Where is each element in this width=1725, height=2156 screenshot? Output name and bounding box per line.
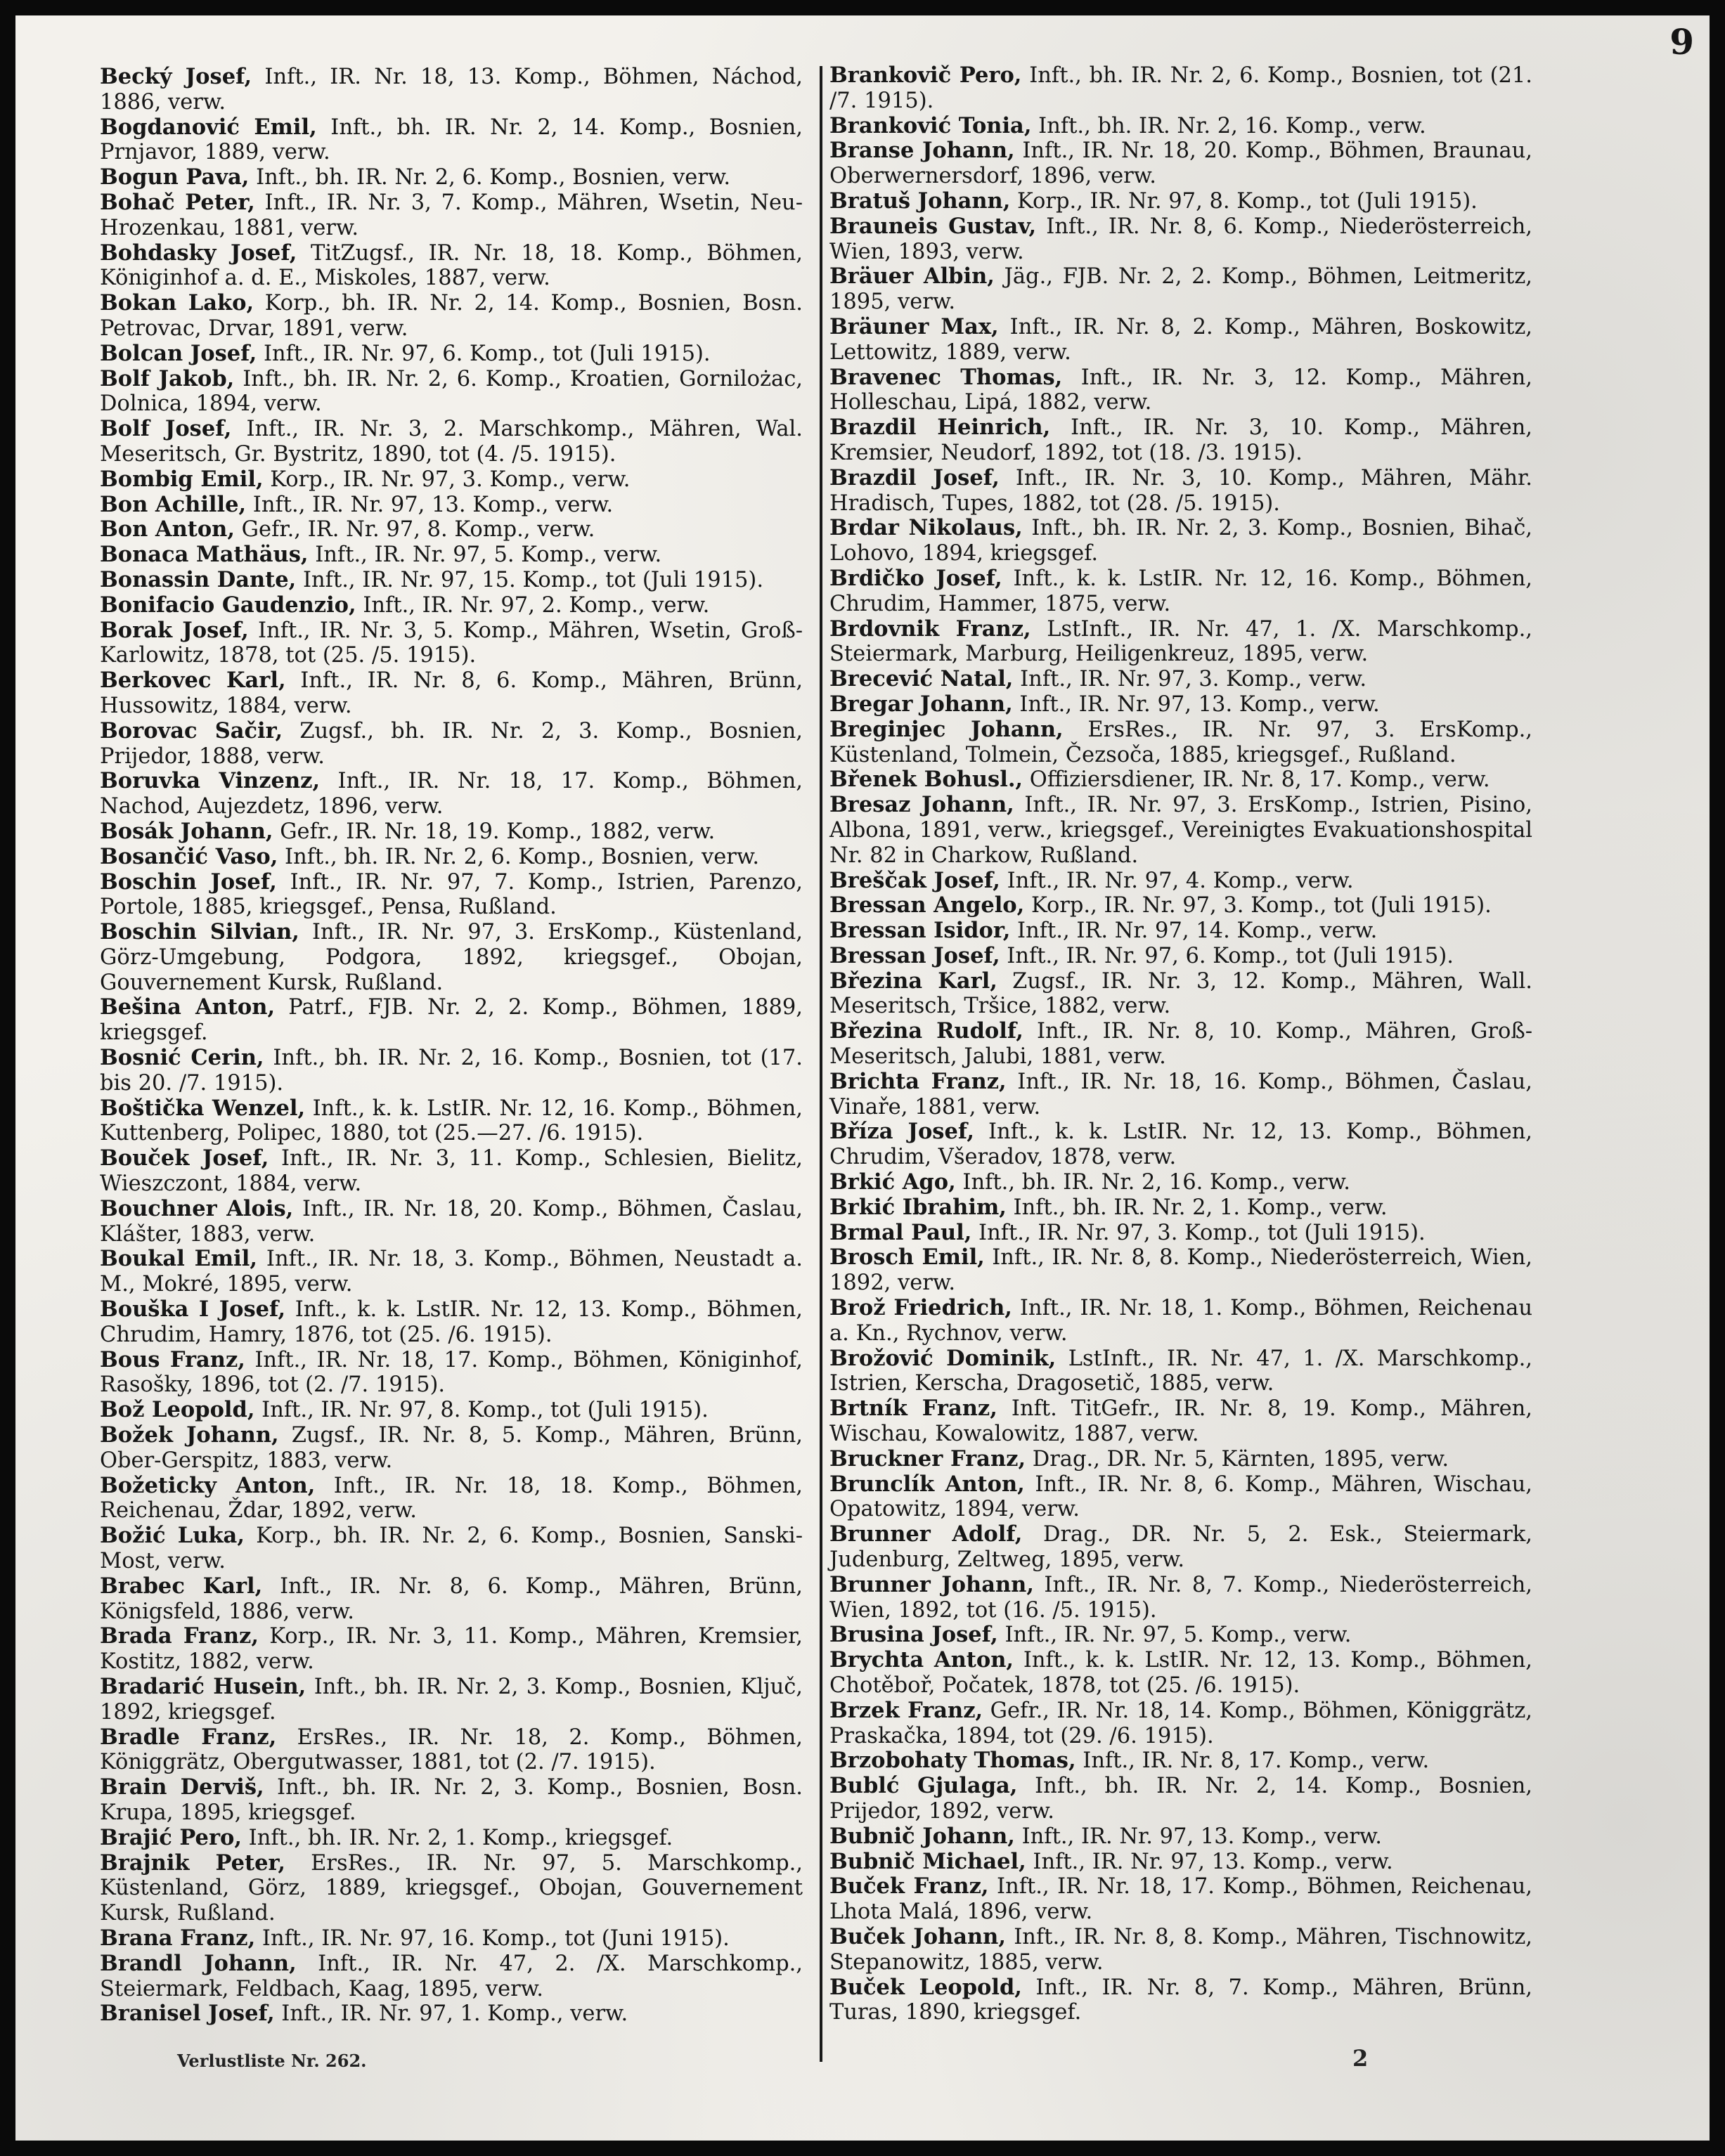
entry-details: Inft., bh. IR. Nr. 2, 6. Komp., Bosnien, verw.: [249, 165, 731, 190]
entry-name: Bouchner Alois,: [100, 1195, 294, 1221]
entry-name: Brichta Franz,: [829, 1068, 1007, 1094]
entry-name: Bonassin Dante,: [100, 566, 297, 592]
entry-name: Bräuer Albin,: [829, 264, 995, 290]
casualty-entry: [100, 769, 803, 819]
entry-details: Gefr., IR. Nr. 18, 14. Komp., Böhmen, Königgrätz, Praskačka, 1894, tot (29. /6. 1915).: [829, 1698, 1533, 1748]
casualty-entry: [100, 65, 803, 115]
entry-name: Brzobohaty Thomas,: [829, 1748, 1076, 1774]
casualty-entry: [829, 1975, 1532, 2026]
entry-name: Branisel Josef,: [100, 2001, 275, 2027]
casualty-entry: [100, 543, 803, 568]
entry-name: Boukal Emil,: [100, 1246, 257, 1272]
entry-details: Inft., IR. Nr. 97, 5. Komp., verw.: [308, 543, 662, 568]
entry-name: Bon Achille,: [100, 491, 247, 517]
entry-name: Bonaca Mathäus,: [100, 542, 309, 568]
entry-details: Inft., bh. IR. Nr. 2, 6. Komp., Bosnien, verw.: [278, 844, 760, 869]
entry-name: Brankovič Pero,: [829, 63, 1022, 88]
casualty-entry: [100, 668, 803, 719]
entry-name: Brožović Dominik,: [829, 1345, 1057, 1371]
entry-details: Inft., IR. Nr. 18, 16. Komp., Böhmen, Časlau, Vinaře, 1881, verw.: [829, 1069, 1532, 1119]
entry-name: Bubnič Johann,: [829, 1823, 1015, 1849]
entry-name: Březina Rudolf,: [829, 1018, 1023, 1044]
entry-details: Inft., IR. Nr. 8, 8. Komp., Niederösterreich, Wien, 1892, verw.: [829, 1245, 1532, 1296]
entry-details: Inft., IR. Nr. 47, 2. /X. Marschkomp., Steiermark, Feldbach, Kaag, 1895, verw.: [100, 1951, 803, 2001]
entry-details: ErsRes., IR. Nr. 97, 3. ErsKomp., Küstenland, Tolmein, Čezsoča, 1885, kriegsgef., Rußland.: [829, 717, 1532, 767]
entry-name: Bešina Anton,: [100, 994, 276, 1020]
casualty-entry: [100, 517, 803, 543]
casualty-entry: [829, 114, 1532, 139]
casualty-entry: [100, 417, 803, 467]
entry-details: Korp., IR. Nr. 97, 8. Komp., tot (Juli 1915).: [1010, 188, 1478, 214]
entry-name: Brana Franz,: [100, 1925, 256, 1951]
casualty-entry: [829, 1170, 1532, 1195]
entry-details: Inft., IR. Nr. 97, 3. Komp., tot (Juli 1915).: [971, 1220, 1426, 1245]
entry-details: Inft., k. k. LstIR. Nr. 12, 13. Komp., Böhmen, Chrudim, Hamry, 1876, tot (25. /6. 1915).: [100, 1297, 803, 1347]
entry-name: Brunner Adolf,: [829, 1521, 1023, 1547]
entry-name: Bressan Josef,: [829, 942, 1000, 968]
entry-name: Brazdil Heinrich,: [829, 415, 1051, 441]
entry-name: Brajnik Peter,: [100, 1850, 286, 1876]
casualty-entry: [829, 1925, 1532, 1975]
entry-details: Jäg., FJB. Nr. 2, 2. Komp., Böhmen, Leitmeritz, 1895, verw.: [829, 264, 1532, 315]
entry-details: Korp., IR. Nr. 3, 11. Komp., Mähren, Kremsier, Kostitz, 1882, verw.: [100, 1624, 803, 1675]
entry-details: ErsRes., IR. Nr. 97, 5. Marschkomp., Küstenland, Görz, 1889, kriegsgef., Obojan, Gouvernement Kursk, Rußland.: [100, 1850, 803, 1926]
casualty-entry: [100, 1423, 803, 1474]
entry-name: Borak Josef,: [100, 617, 249, 643]
entry-details: Inft., IR. Nr. 18, 20. Komp., Böhmen, Braunau, Oberwernersdorf, 1896, verw.: [829, 138, 1532, 189]
entry-name: Boruvka Vinzenz,: [100, 768, 321, 794]
entry-name: Bohdasky Josef,: [100, 240, 297, 266]
casualty-entry: [829, 1447, 1532, 1472]
entry-name: Brazdil Josef,: [829, 465, 1000, 491]
entry-name: Brajić Pero,: [100, 1824, 242, 1850]
entry-name: Branse Johann,: [829, 138, 1015, 164]
entry-name: Brož Friedrich,: [829, 1295, 1012, 1321]
entry-name: Bregar Johann,: [829, 691, 1013, 717]
entry-details: Offiziersdiener, IR. Nr. 8, 17. Komp., verw.: [1023, 767, 1490, 793]
entry-name: Bressan Angelo,: [829, 892, 1025, 918]
entry-name: Boschin Silvian,: [100, 919, 299, 945]
entry-name: Brosch Emil,: [829, 1245, 985, 1271]
casualty-entry: [100, 920, 803, 995]
casualty-entry: [829, 918, 1532, 944]
entry-details: Inft., bh. IR. Nr. 2, 16. Komp., verw.: [1031, 113, 1426, 138]
entry-name: Břenek Bohusl.,: [829, 767, 1023, 793]
casualty-entry: [100, 1624, 803, 1675]
entry-name: Bous Franz,: [100, 1346, 245, 1372]
casualty-entry: [829, 893, 1532, 918]
entry-details: Inft., IR. Nr. 18, 17. Komp., Böhmen, Nachod, Aujezdetz, 1896, verw.: [100, 769, 803, 819]
entry-name: Bratuš Johann,: [829, 188, 1011, 214]
entry-details: Inft., IR. Nr. 97, 13. Komp., verw.: [1026, 1849, 1393, 1874]
entry-name: Brauneis Gustav,: [829, 213, 1037, 239]
entry-name: Bosančić Vaso,: [100, 843, 278, 869]
entry-details: Inft., IR. Nr. 3, 7. Komp., Mähren, Wsetin, Neu-Hrozenkau, 1881, verw.: [100, 190, 803, 240]
casualty-entry: [829, 1019, 1532, 1070]
casualty-entry: [100, 1574, 803, 1625]
entry-name: Brain Derviš,: [100, 1774, 264, 1800]
entry-name: Bolcan Josef,: [100, 340, 257, 366]
casualty-entry: [829, 516, 1532, 566]
casualty-entry: [100, 1826, 803, 1851]
entry-name: Bouček Josef,: [100, 1145, 269, 1171]
casualty-entry: [829, 264, 1532, 315]
entry-name: Bublć Gjulaga,: [829, 1773, 1018, 1799]
entry-name: Bressan Isidor,: [829, 918, 1011, 944]
entry-name: Bož Leopold,: [100, 1397, 255, 1423]
entry-details: Inft., bh. IR. Nr. 2, 16. Komp., Bosnien, tot (17. bis 20. /7. 1915).: [100, 1046, 803, 1096]
entry-details: Inft., IR. Nr. 97, 8. Komp., tot (Juli 1915).: [254, 1398, 709, 1423]
entry-name: Bolf Jakob,: [100, 365, 235, 391]
entry-name: Brabec Karl,: [100, 1573, 263, 1599]
entry-details: Inft., IR. Nr. 18, 18. Komp., Böhmen, Reichenau, Ždar, 1892, verw.: [100, 1473, 803, 1524]
casualty-entry: [829, 1648, 1532, 1699]
entry-details: Inft., IR. Nr. 8, 7. Komp., Niederösterreich, Wien, 1892, tot (16. /5. 1915).: [829, 1572, 1532, 1623]
casualty-entry: [829, 1623, 1532, 1648]
casualty-entry: [829, 365, 1532, 416]
entry-details: Inft., IR. Nr. 97, 6. Komp., tot (Juli 1915).: [257, 341, 711, 366]
entry-name: Buček Leopold,: [829, 1974, 1022, 2000]
entry-details: Inft., bh. IR. Nr. 2, 3. Komp., Bosnien, Ključ, 1892, kriegsgef.: [100, 1675, 803, 1725]
entry-name: Boschin Josef,: [100, 869, 277, 895]
entry-name: Brunclík Anton,: [829, 1471, 1025, 1497]
entry-name: Bonifacio Gaudenzio,: [100, 592, 356, 618]
casualty-entry: [829, 869, 1532, 894]
entry-details: Inft., k. k. LstIR. Nr. 12, 13. Komp., Böhmen, Chotěboř, Počatek, 1878, tot (25. /6. 1915).: [829, 1648, 1533, 1698]
entry-details: Inft., IR. Nr. 18, 17. Komp., Böhmen, Reichenau, Lhota Malá, 1896, verw.: [829, 1874, 1532, 1925]
entry-details: Inft., k. k. LstIR. Nr. 12, 13. Komp., Böhmen, Chrudim, Všeradov, 1878, verw.: [829, 1119, 1532, 1170]
casualty-entry: [100, 467, 803, 493]
entry-details: Gefr., IR. Nr. 18, 19. Komp., 1882, verw.: [273, 819, 716, 844]
entry-name: Breginjec Johann,: [829, 716, 1064, 742]
casualty-entry: [100, 1775, 803, 1826]
casualty-entry: [100, 593, 803, 618]
casualty-entry: [829, 1221, 1532, 1246]
entry-details: Inft., IR. Nr. 18, 1. Komp., Böhmen, Reichenau a. Kn., Rychnov, verw.: [829, 1296, 1532, 1346]
casualty-entry: [100, 165, 803, 190]
casualty-entry: [829, 1874, 1532, 1925]
entry-details: Inft., IR. Nr. 3, 11. Komp., Schlesien, Bielitz, Wieszczont, 1884, verw.: [100, 1146, 803, 1197]
entry-details: Inft. TitGefr., IR. Nr. 8, 19. Komp., Mähren, Wischau, Kowalowitz, 1887, verw.: [829, 1396, 1532, 1447]
entry-details: Inft., k. k. LstIR. Nr. 12, 16. Komp., Böhmen, Kuttenberg, Polipec, 1880, tot (25.—27. /6. 1915).: [100, 1096, 803, 1146]
entry-details: Inft., bh. IR. Nr. 2, 6. Komp., Kroatien, Gornilożac, Dolnica, 1894, verw.: [100, 366, 803, 417]
entry-details: Inft., IR. Nr. 3, 12. Komp., Mähren, Holleschau, Lipá, 1882, verw.: [829, 365, 1533, 415]
entry-details: Inft., IR. Nr. 97, 3. Komp., verw.: [1013, 667, 1367, 692]
entry-name: Bresaz Johann,: [829, 792, 1014, 818]
entry-name: Brzek Franz,: [829, 1697, 983, 1723]
casualty-entry: [829, 189, 1532, 214]
casualty-entry: [829, 1070, 1532, 1120]
entry-name: Bubnič Michael,: [829, 1848, 1026, 1874]
casualty-entry: [100, 342, 803, 367]
casualty-entry: [829, 1346, 1532, 1397]
entry-details: Inft., IR. Nr. 97, 4. Komp., verw.: [1000, 868, 1354, 893]
entry-details: Inft., bh. IR. Nr. 2, 14. Komp., Bosnien, Prnjavor, 1889, verw.: [100, 115, 803, 165]
casualty-entry: [829, 1296, 1532, 1346]
entry-name: Brecević Natal,: [829, 666, 1014, 692]
casualty-entry: [100, 1675, 803, 1725]
casualty-entry: [100, 1926, 803, 1952]
casualty-entry: [100, 1851, 803, 1926]
casualty-entry: [100, 568, 803, 593]
casualty-entry: [829, 1774, 1532, 1824]
casualty-entry: [100, 870, 803, 921]
entry-details: Inft., bh. IR. Nr. 2, 3. Komp., Bosnien, Bosn. Krupa, 1895, kriegsgef.: [100, 1775, 803, 1825]
entry-details: Inft., IR. Nr. 18, 20. Komp., Böhmen, Časlau, Klášter, 1883, verw.: [100, 1196, 803, 1247]
entry-details: Inft., IR. Nr. 18, 17. Komp., Böhmen, Königinhof, Rasošky, 1896, tot (2. /7. 1915).: [100, 1347, 803, 1398]
entry-name: Brada Franz,: [100, 1623, 259, 1649]
entry-details: Inft., IR. Nr. 3, 10. Komp., Mähren, Mähr. Hradisch, Tupes, 1882, tot (28. /5. 1915).: [829, 465, 1532, 516]
entry-details: Inft., IR. Nr. 3, 5. Komp., Mähren, Wsetin, Groß-Karlowitz, 1878, tot (25. /5. 1915).: [100, 618, 803, 668]
casualty-entry: [829, 969, 1532, 1020]
entry-name: Buček Franz,: [829, 1873, 989, 1900]
entry-name: Brkić Ibrahim,: [829, 1194, 1007, 1220]
entry-details: Inft., IR. Nr. 8, 6. Komp., Mähren, Wischau, Opatowitz, 1894, verw.: [829, 1472, 1532, 1522]
footer-source: Verlustliste Nr. 262.: [177, 2051, 367, 2071]
entry-name: Becký Josef,: [100, 64, 252, 89]
casualty-entry: [100, 719, 803, 769]
entry-details: Inft., IR. Nr. 97, 3. ErsKomp., Istrien, Pisino, Albona, 1891, verw., kriegsgef., Vereinigtes Evakuationshospital Nr. 82 in Charkow, Rußland.: [829, 793, 1532, 868]
entry-details: Zugsf., bh. IR. Nr. 2, 3. Komp., Bosnien, Prijedor, 1888, verw.: [100, 718, 803, 769]
casualty-entry: [829, 767, 1532, 793]
left-column: [100, 65, 803, 2027]
entry-details: Inft., IR. Nr. 18, 13. Komp., Böhmen, Náchod, 1886, verw.: [100, 65, 803, 115]
entry-name: Bon Anton,: [100, 517, 235, 543]
entry-details: Inft., IR. Nr. 8, 2. Komp., Mähren, Boskowitz, Lettowitz, 1889, verw.: [829, 314, 1532, 365]
casualty-entry: [829, 63, 1532, 114]
entry-details: Drag., DR. Nr. 5, 2. Esk., Steiermark, Judenburg, Zeltweg, 1895, verw.: [829, 1522, 1532, 1573]
entry-details: Inft., k. k. LstIR. Nr. 12, 16. Komp., Böhmen, Chrudim, Hammer, 1875, verw.: [829, 566, 1532, 616]
casualty-entry: [829, 1522, 1532, 1573]
entry-details: Patrf., FJB. Nr. 2, 2. Komp., Böhmen, 1889, kriegsgef.: [100, 995, 803, 1046]
entry-details: Inft., IR. Nr. 18, 3. Komp., Böhmen, Neustadt a. M., Mokré, 1895, verw.: [100, 1247, 803, 1297]
entry-name: Borovac Sačir,: [100, 717, 283, 743]
entry-details: Gefr., IR. Nr. 97, 8. Komp., verw.: [234, 517, 595, 543]
casualty-entry: [829, 1195, 1532, 1221]
casualty-entry: [100, 493, 803, 518]
casualty-entry: [829, 566, 1532, 617]
entry-name: Buček Johann,: [829, 1923, 1006, 1949]
entry-details: LstInft., IR. Nr. 47, 1. /X. Marschkomp., Steiermark, Marburg, Heiligenkreuz, 1895, verw.: [829, 616, 1532, 667]
page-number: 9: [1669, 21, 1694, 63]
entry-name: Brychta Anton,: [829, 1647, 1014, 1673]
casualty-entry: [100, 241, 803, 292]
entry-name: Božek Johann,: [100, 1422, 279, 1448]
entry-details: Inft., IR. Nr. 97, 6. Komp., tot (Juli 1915).: [1000, 943, 1454, 968]
casualty-entry: [829, 1748, 1532, 1774]
entry-name: Bravenec Thomas,: [829, 364, 1063, 390]
entry-details: Inft., IR. Nr. 3, 10. Komp., Mähren, Kremsier, Neudorf, 1892, tot (18. /3. 1915).: [829, 415, 1532, 465]
casualty-entry: [100, 1474, 803, 1524]
entry-details: Inft., IR. Nr. 97, 13. Komp., verw.: [246, 492, 614, 517]
document-page: [15, 15, 1710, 2141]
casualty-entry: [100, 1297, 803, 1348]
casualty-entry: [829, 717, 1532, 768]
entry-name: Boštička Wenzel,: [100, 1095, 306, 1121]
entry-details: Inft., bh. IR. Nr. 2, 1. Komp., kriegsgef.: [241, 1825, 673, 1850]
casualty-entry: [100, 1146, 803, 1197]
entry-details: Inft., IR. Nr. 8, 17. Komp., verw.: [1075, 1748, 1430, 1774]
casualty-entry: [829, 1850, 1532, 1875]
entry-details: Korp., IR. Nr. 97, 3. Komp., verw.: [263, 467, 631, 492]
entry-details: Inft., IR. Nr. 97, 2. Komp., verw.: [356, 592, 710, 618]
entry-name: Brunner Johann,: [829, 1571, 1034, 1597]
casualty-entry: [100, 995, 803, 1046]
entry-name: Bradarić Husein,: [100, 1674, 306, 1699]
entry-details: Inft., IR. Nr. 8, 6. Komp., Mähren, Brünn, Königsfeld, 1886, verw.: [100, 1573, 803, 1624]
right-column: [829, 63, 1532, 2025]
casualty-entry: [829, 315, 1532, 365]
casualty-entry: [829, 1699, 1532, 1749]
entry-details: Inft., IR. Nr. 97, 5. Komp., verw.: [997, 1623, 1352, 1648]
entry-name: Brtník Franz,: [829, 1396, 997, 1422]
casualty-entry: [829, 1573, 1532, 1623]
casualty-entry: [100, 1096, 803, 1147]
entry-details: Inft., bh. IR. Nr. 2, 6. Komp., Bosnien, tot (21. /7. 1915).: [829, 63, 1533, 113]
entry-details: Korp., bh. IR. Nr. 2, 14. Komp., Bosnien, Bosn. Petrovac, Drvar, 1891, verw.: [100, 291, 803, 341]
entry-details: Inft., IR. Nr. 97, 3. ErsKomp., Küstenland, Görz-Umgebung, Podgora, 1892, kriegsgef., Obojan, Gouvernement Kursk, Rußland.: [100, 920, 803, 995]
casualty-entry: [100, 845, 803, 870]
entry-details: LstInft., IR. Nr. 47, 1. /X. Marschkomp., Istrien, Kerscha, Dragosetič, 1885, verw.: [829, 1346, 1532, 1396]
casualty-entry: [829, 1824, 1532, 1850]
casualty-entry: [100, 1725, 803, 1776]
footer-signature-mark: 2: [1352, 2045, 1369, 2072]
entry-name: Bombig Emil,: [100, 466, 264, 492]
entry-name: Brandl Johann,: [100, 1950, 297, 1976]
entry-details: Inft., IR. Nr. 8, 6. Komp., Mähren, Brünn, Hussowitz, 1884, verw.: [100, 668, 803, 718]
casualty-entry: [100, 1046, 803, 1096]
entry-details: Inft., bh. IR. Nr. 2, 16. Komp., verw.: [955, 1170, 1350, 1195]
entry-details: Inft., IR. Nr. 8, 6. Komp., Niederösterreich, Wien, 1893, verw.: [829, 214, 1532, 264]
entry-details: Inft., IR. Nr. 8, 7. Komp., Mähren, Brünn, Turas, 1890, kriegsgef.: [829, 1975, 1533, 2025]
entry-details: Inft., bh. IR. Nr. 2, 1. Komp., verw.: [1006, 1195, 1388, 1220]
entry-name: Bruckner Franz,: [829, 1446, 1026, 1472]
casualty-entry: [100, 115, 803, 166]
entry-details: Inft., IR. Nr. 97, 13. Komp., verw.: [1012, 691, 1380, 717]
entry-name: Brdar Nikolaus,: [829, 515, 1023, 541]
entry-details: Zugsf., IR. Nr. 3, 12. Komp., Mähren, Wall. Meseritsch, Tršice, 1882, verw.: [829, 968, 1532, 1019]
entry-name: Bříza Josef,: [829, 1119, 974, 1145]
casualty-entry: [829, 466, 1532, 517]
casualty-entry: [829, 667, 1532, 692]
entry-details: Inft., bh. IR. Nr. 2, 14. Komp., Bosnien, Prijedor, 1892, verw.: [829, 1774, 1532, 1824]
entry-details: Inft., IR. Nr. 97, 13. Komp., verw.: [1014, 1824, 1382, 1849]
entry-details: Inft., IR. Nr. 8, 10. Komp., Mähren, Groß-Meseritsch, Jalubi, 1881, verw.: [829, 1019, 1533, 1070]
entry-details: Inft., IR. Nr. 97, 1. Komp., verw.: [274, 2001, 628, 2027]
casualty-entry: [829, 138, 1532, 189]
entry-details: Inft., IR. Nr. 97, 7. Komp., Istrien, Parenzo, Portole, 1885, kriegsgef., Pensa, Rußland.: [100, 869, 803, 920]
casualty-entry: [829, 415, 1532, 466]
entry-details: Inft., IR. Nr. 3, 2. Marschkomp., Mähren, Wal. Meseritsch, Gr. Bystritz, 1890, tot (4. /5. 1915).: [100, 417, 803, 467]
casualty-entry: [100, 190, 803, 241]
entry-name: Brdovnik Franz,: [829, 616, 1031, 642]
entry-details: Zugsf., IR. Nr. 8, 5. Komp., Mähren, Brünn, Ober-Gerspitz, 1883, verw.: [100, 1423, 803, 1473]
entry-details: Korp., IR. Nr. 97, 3. Komp., tot (Juli 1915).: [1024, 893, 1492, 918]
casualty-entry: [829, 692, 1532, 717]
casualty-entry: [100, 819, 803, 845]
casualty-entry: [100, 1524, 803, 1574]
casualty-entry: [829, 944, 1532, 969]
casualty-entry: [829, 793, 1532, 868]
entry-name: Branković Tonia,: [829, 112, 1032, 138]
column-divider: [820, 66, 822, 2062]
entry-name: Bradle Franz,: [100, 1724, 277, 1750]
entry-name: Brmal Paul,: [829, 1219, 972, 1245]
casualty-entry: [100, 2001, 803, 2027]
entry-details: Inft., bh. IR. Nr. 2, 3. Komp., Bosnien, Bihač, Lohovo, 1894, kriegsgef.: [829, 516, 1532, 566]
casualty-entry: [829, 617, 1532, 668]
entry-details: Drag., DR. Nr. 5, Kärnten, 1895, verw.: [1026, 1446, 1449, 1472]
entry-name: Březina Karl,: [829, 968, 997, 994]
entry-details: Inft., IR. Nr. 97, 15. Komp., tot (Juli 1915).: [296, 567, 764, 592]
entry-name: Bogun Pava,: [100, 164, 250, 190]
entry-name: Bokan Lako,: [100, 290, 254, 316]
entry-name: Brdičko Josef,: [829, 565, 1002, 591]
casualty-entry: [100, 1348, 803, 1398]
entry-name: Bosák Johann,: [100, 818, 273, 844]
entry-name: Božić Luka,: [100, 1523, 245, 1549]
entry-name: Božeticky Anton,: [100, 1472, 316, 1498]
entry-details: ErsRes., IR. Nr. 18, 2. Komp., Böhmen, Königgrätz, Obergutwasser, 1881, tot (2. /7. 1915).: [100, 1725, 803, 1775]
casualty-entry: [100, 291, 803, 342]
entry-details: TitZugsf., IR. Nr. 18, 18. Komp., Böhmen, Königinhof a. d. E., Miskoles, 1887, verw.: [100, 240, 803, 291]
entry-details: Inft., IR. Nr. 97, 14. Komp., verw.: [1010, 918, 1378, 944]
casualty-entry: [100, 1247, 803, 1297]
entry-name: Breščak Josef,: [829, 867, 1000, 893]
casualty-entry: [829, 1396, 1532, 1447]
entry-name: Bouška I Josef,: [100, 1297, 286, 1323]
entry-details: Inft., IR. Nr. 97, 16. Komp., tot (Juni 1915).: [255, 1926, 730, 1951]
entry-name: Berkovec Karl,: [100, 668, 286, 694]
entry-name: Bosnić Cerin,: [100, 1045, 264, 1071]
casualty-entry: [829, 1472, 1532, 1523]
entry-name: Brusina Josef,: [829, 1622, 998, 1648]
entry-name: Brkić Ago,: [829, 1169, 956, 1195]
casualty-entry: [829, 1119, 1532, 1170]
casualty-entry: [829, 1245, 1532, 1296]
entry-name: Bräuner Max,: [829, 313, 999, 339]
entry-details: Inft., IR. Nr. 8, 8. Komp., Mähren, Tischnowitz, Stepanowitz, 1885, verw.: [829, 1924, 1532, 1975]
entry-name: Bohač Peter,: [100, 189, 255, 215]
casualty-entry: [829, 214, 1532, 265]
casualty-entry: [100, 1952, 803, 2002]
casualty-entry: [100, 367, 803, 417]
entry-name: Bogdanović Emil,: [100, 114, 317, 140]
entry-details: Korp., bh. IR. Nr. 2, 6. Komp., Bosnien, Sanski-Most, verw.: [100, 1524, 803, 1574]
casualty-entry: [100, 1197, 803, 1247]
casualty-entry: [100, 1398, 803, 1423]
entry-name: Bolf Josef,: [100, 416, 232, 442]
casualty-entry: [100, 618, 803, 669]
